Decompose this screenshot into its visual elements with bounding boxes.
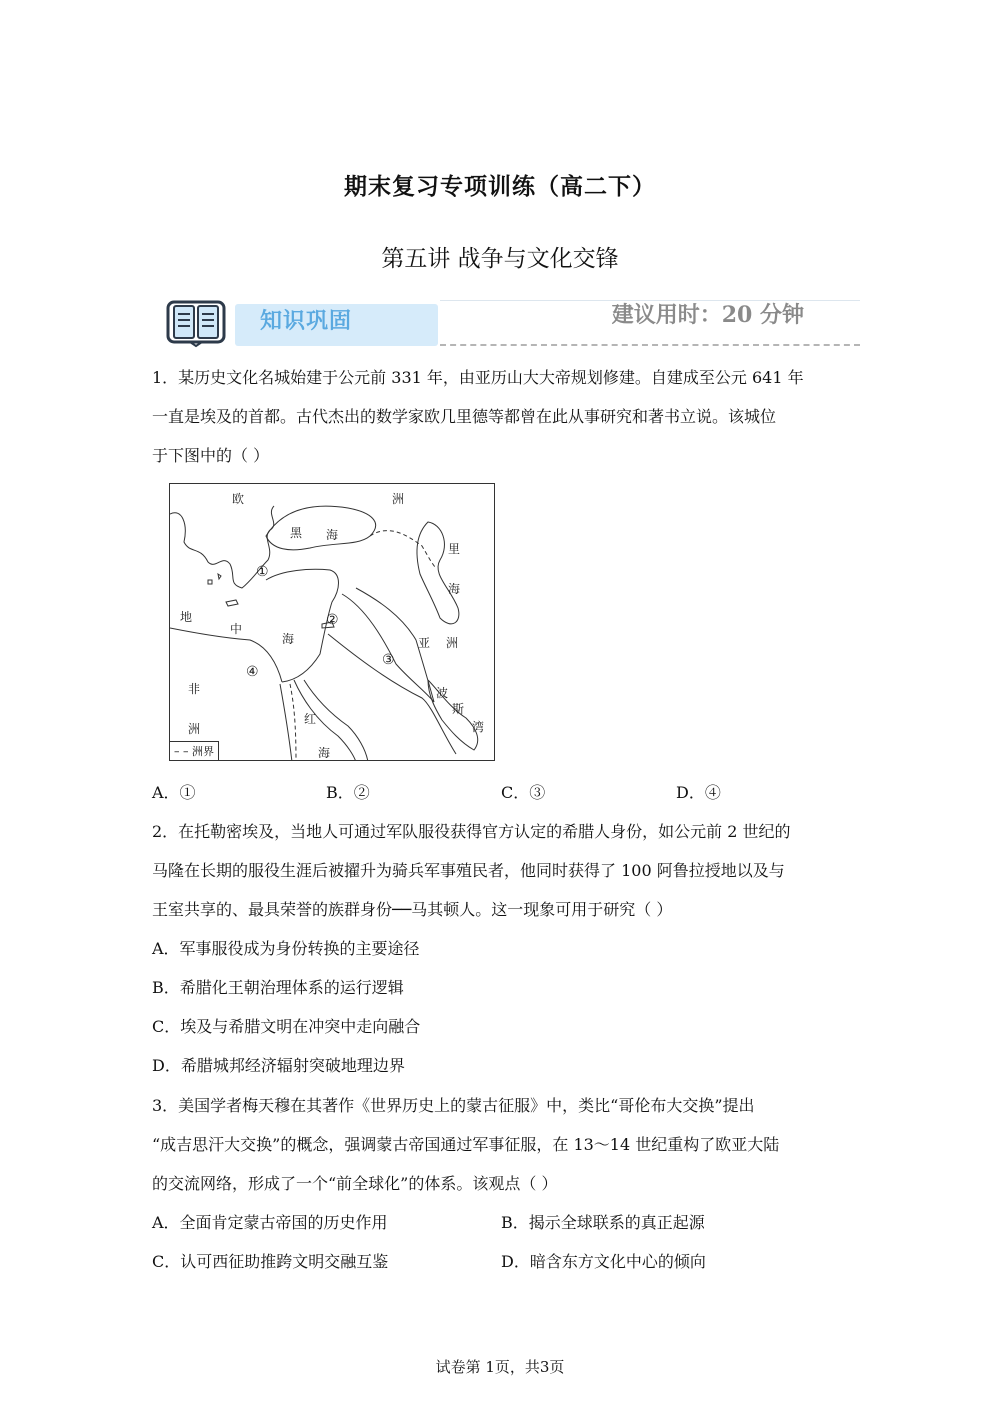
q3-line-3: 的交流网络，形成了一个“前全球化”的体系。该观点（ ）	[152, 1174, 558, 1193]
lecture-subtitle: 第五讲 战争与文化交锋	[381, 246, 619, 272]
map-label-red-sea-2: 海	[318, 746, 331, 760]
map-label-black-sea-2: 海	[326, 528, 339, 542]
section-banner	[160, 292, 860, 352]
q3-line-2: “成吉思汗大交换”的概念，强调蒙古帝国通过军事征服，在 13～14 世纪重构了欧亚大陆	[152, 1135, 780, 1154]
map-label-caspian-1: 里	[448, 542, 461, 556]
book-icon	[164, 298, 228, 348]
q3-option-b[interactable]: B．揭示全球联系的真正起源	[501, 1213, 705, 1232]
page-footer: 试卷第 1页，共3页	[435, 1358, 565, 1376]
map-marker-2: ②	[326, 612, 339, 628]
map-label-med-2: 中	[230, 622, 243, 636]
q1-option-b[interactable]: B．②	[326, 783, 370, 802]
map-label-asia-2: 洲	[446, 636, 459, 650]
map-marker-3: ③	[382, 652, 395, 668]
q2-line-2: 马隆在长期的服役生涯后被擢升为骑兵军事殖民者，他同时获得了 100 阿鲁拉授地以及与	[152, 861, 785, 880]
q3-option-d[interactable]: D．暗含东方文化中心的倾向	[501, 1252, 706, 1271]
q1-option-d[interactable]: D．④	[676, 783, 721, 802]
q1-option-c[interactable]: C．③	[501, 783, 546, 802]
banner-dashed-rule	[440, 344, 860, 346]
map-label-africa-1: 非	[188, 682, 201, 696]
q1-line-1: 1．某历史文化名城始建于公元前 331 年，由亚历山大大帝规划修建。自建成至公元 641 年	[152, 368, 804, 387]
q2-option-c[interactable]: C．埃及与希腊文明在冲突中走向融合	[152, 1017, 421, 1036]
map-marker-4: ④	[246, 664, 259, 680]
suggested-time: 建议用时：20 分钟	[611, 302, 804, 328]
q1-option-a[interactable]: A．①	[152, 783, 196, 802]
q1-line-2: 一直是埃及的首都。古代杰出的数学家欧几里德等都曾在此从事研究和著书立说。该城位	[152, 407, 777, 426]
map-label-black-sea-1: 黑	[290, 526, 303, 540]
map-label-med-1: 地	[180, 610, 193, 624]
map-label-gulf-1: 波	[436, 686, 449, 700]
map-legend: – – 洲界	[170, 741, 219, 760]
document-title: 期末复习专项训练（高二下）	[344, 174, 656, 200]
q2-line-3: 王室共享的、最具荣誉的族群身份──马其顿人。这一现象可用于研究（ ）	[152, 900, 673, 919]
q3-option-a[interactable]: A．全面肯定蒙古帝国的历史作用	[152, 1213, 388, 1232]
map-label-europe-1: 欧	[232, 492, 245, 506]
section-label: 知识巩固	[260, 308, 353, 334]
map-label-gulf-3: 湾	[472, 720, 485, 734]
map-label-red-sea-1: 红	[304, 712, 317, 726]
q2-option-b[interactable]: B．希腊化王朝治理体系的运行逻辑	[152, 978, 404, 997]
q1-map	[169, 483, 495, 761]
map-label-asia-1: 亚	[418, 636, 431, 650]
map-label-caspian-2: 海	[448, 582, 461, 596]
map-label-africa-2: 洲	[188, 722, 201, 736]
q3-line-1: 3．美国学者梅天穆在其著作《世界历史上的蒙古征服》中，类比“哥伦布大交换”提出	[152, 1096, 755, 1115]
q2-option-a[interactable]: A．军事服役成为身份转换的主要途径	[152, 939, 420, 958]
map-label-gulf-2: 斯	[452, 702, 465, 716]
q1-line-3: 于下图中的（ ）	[152, 446, 270, 465]
q2-line-1: 2．在托勒密埃及，当地人可通过军队服役获得官方认定的希腊人身份，如公元前 2 世纪的	[152, 822, 791, 841]
map-marker-1: ①	[256, 564, 269, 580]
map-label-med-3: 海	[282, 632, 295, 646]
q3-option-c[interactable]: C．认可西征助推跨文明交融互鉴	[152, 1252, 389, 1271]
q2-option-d[interactable]: D．希腊城邦经济辐射突破地理边界	[152, 1056, 405, 1075]
map-label-europe-2: 洲	[392, 492, 405, 506]
